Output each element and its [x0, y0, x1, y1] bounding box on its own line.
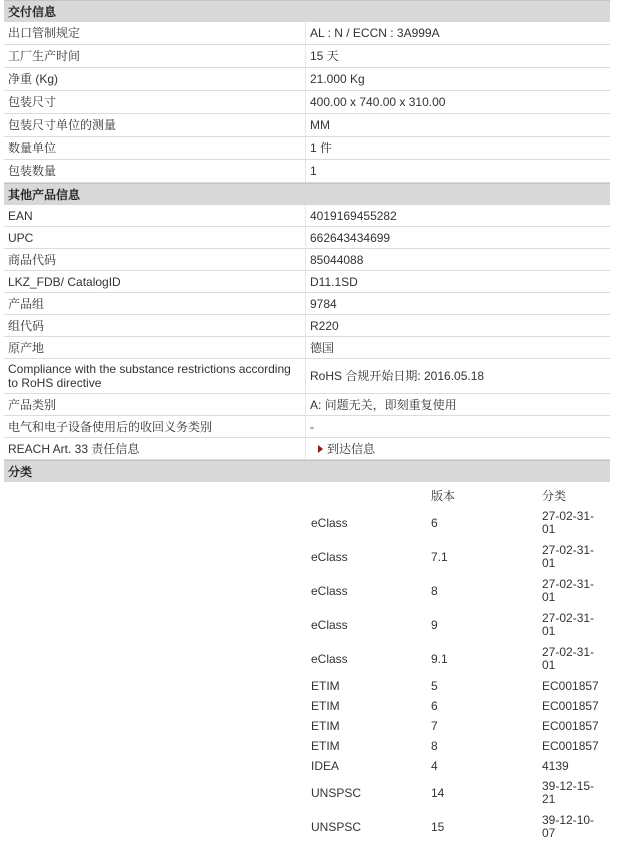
cell-version: 4 — [431, 758, 438, 773]
row-value: A: 问题无关，即刻重复使用 — [306, 394, 611, 416]
cell-system: eClass — [311, 515, 348, 530]
table-row — [308, 776, 602, 810]
table-row — [4, 337, 610, 359]
row-value: 85044088 — [306, 249, 611, 271]
table-row — [4, 271, 610, 293]
cell-system: ETIM — [311, 698, 340, 713]
row-key: 工厂生产时间 — [4, 45, 306, 68]
table-row — [308, 736, 602, 756]
cell-code: EC001857 — [542, 698, 599, 713]
cell-system: UNSPSC — [311, 785, 362, 800]
cell-code: EC001857 — [542, 738, 599, 753]
table-row — [4, 359, 610, 394]
classification-table — [308, 486, 602, 844]
table-row — [308, 676, 602, 696]
row-value: 662643434699 — [306, 227, 611, 249]
cell-code: 39-12-10-07 — [542, 813, 595, 840]
row-key: UPC — [4, 227, 306, 249]
row-value: D11.1SD — [306, 271, 611, 293]
other-info-table — [4, 205, 610, 460]
row-key: EAN — [4, 205, 306, 227]
cell-version: 7.1 — [431, 549, 448, 564]
cell-code: 27-02-31-01 — [542, 577, 595, 604]
row-value: 400.00 x 740.00 x 310.00 — [306, 91, 611, 114]
row-value: 4019169455282 — [306, 205, 611, 227]
cell-version: 15 — [431, 819, 445, 834]
cell-version: 14 — [431, 785, 445, 800]
header-version: 版本 — [431, 488, 456, 503]
row-value: AL : N / ECCN : 3A999A — [306, 22, 611, 45]
table-row — [308, 506, 602, 540]
cell-code: 27-02-31-01 — [542, 645, 595, 672]
product-details — [4, 0, 610, 850]
table-row — [308, 540, 602, 574]
table-row — [4, 45, 610, 68]
row-key: 包装数量 — [4, 160, 306, 183]
row-key: 包装尺寸单位的测量 — [4, 114, 306, 137]
row-key: 产品组 — [4, 293, 306, 315]
row-key: 组代码 — [4, 315, 306, 337]
cell-version: 7 — [431, 718, 438, 733]
row-value: 9784 — [306, 293, 611, 315]
cell-code: 27-02-31-01 — [542, 509, 595, 536]
cell-system: ETIM — [311, 678, 340, 693]
table-row — [4, 227, 610, 249]
row-key: 包装尺寸 — [4, 91, 306, 114]
row-key: REACH Art. 33 责任信息 — [4, 438, 306, 460]
table-row — [4, 293, 610, 315]
row-key: LKZ_FDB/ CatalogID — [4, 271, 306, 293]
cell-system: ETIM — [311, 718, 340, 733]
cell-version: 9 — [431, 617, 438, 632]
classification-area — [4, 482, 610, 850]
table-row — [308, 642, 602, 676]
row-value: 德国 — [306, 337, 611, 359]
table-row — [4, 91, 610, 114]
row-value: - — [306, 416, 611, 438]
table-row — [4, 205, 610, 227]
cell-version: 8 — [431, 738, 438, 753]
cell-system: UNSPSC — [311, 819, 362, 834]
row-value: 15 天 — [306, 45, 611, 68]
row-key: 数量单位 — [4, 137, 306, 160]
table-row — [308, 810, 602, 844]
row-key: 原产地 — [4, 337, 306, 359]
delivery-section-header: 交付信息 — [4, 0, 610, 22]
classification-section-header: 分类 — [4, 460, 610, 482]
table-row — [308, 696, 602, 716]
cell-code: 27-02-31-01 — [542, 611, 595, 638]
cell-version: 5 — [431, 678, 438, 693]
cell-version: 6 — [431, 698, 438, 713]
cell-system: eClass — [311, 583, 348, 598]
table-row — [308, 574, 602, 608]
cell-code: 27-02-31-01 — [542, 543, 595, 570]
table-row — [4, 160, 610, 183]
cell-system: ETIM — [311, 738, 340, 753]
row-value: 1 — [306, 160, 611, 183]
table-row — [4, 249, 610, 271]
cell-system: eClass — [311, 651, 348, 666]
reach-info-cell — [306, 438, 611, 460]
cell-code: EC001857 — [542, 678, 599, 693]
table-row — [4, 315, 610, 337]
row-key: 电气和电子设备使用后的收回义务类别 — [4, 416, 306, 438]
row-key: 商品代码 — [4, 249, 306, 271]
row-key: 净重 (Kg) — [4, 68, 306, 91]
table-row — [4, 137, 610, 160]
cell-code: 39-12-15-21 — [542, 779, 595, 806]
cell-code: EC001857 — [542, 718, 599, 733]
cell-version: 9.1 — [431, 651, 448, 666]
row-value: 1 件 — [306, 137, 611, 160]
cell-system: eClass — [311, 617, 348, 632]
row-value: RoHS 合规开始日期: 2016.05.18 — [306, 359, 611, 394]
other-section-header: 其他产品信息 — [4, 183, 610, 205]
header-system — [308, 486, 431, 506]
row-value: R220 — [306, 315, 611, 337]
table-row — [308, 716, 602, 736]
table-row — [4, 114, 610, 137]
table-row — [4, 22, 610, 45]
classification-header-row — [308, 486, 602, 506]
cell-system: eClass — [311, 549, 348, 564]
reach-info-link[interactable]: 到达信息 — [327, 441, 376, 456]
table-row — [4, 68, 610, 91]
table-row — [308, 756, 602, 776]
cell-version: 8 — [431, 583, 438, 598]
table-row — [4, 394, 610, 416]
delivery-table — [4, 22, 610, 183]
table-row — [4, 416, 610, 438]
row-key: 出口管制规定 — [4, 22, 306, 45]
arrow-right-icon — [318, 445, 323, 453]
table-row — [308, 608, 602, 642]
row-value: MM — [306, 114, 611, 137]
row-value: 21.000 Kg — [306, 68, 611, 91]
table-row — [4, 438, 610, 460]
cell-code: 4139 — [542, 758, 569, 773]
cell-system: IDEA — [311, 758, 340, 773]
cell-version: 6 — [431, 515, 438, 530]
header-code: 分类 — [542, 488, 567, 503]
row-key: Compliance with the substance restrictions according to RoHS directive — [4, 359, 306, 394]
row-key: 产品类别 — [4, 394, 306, 416]
